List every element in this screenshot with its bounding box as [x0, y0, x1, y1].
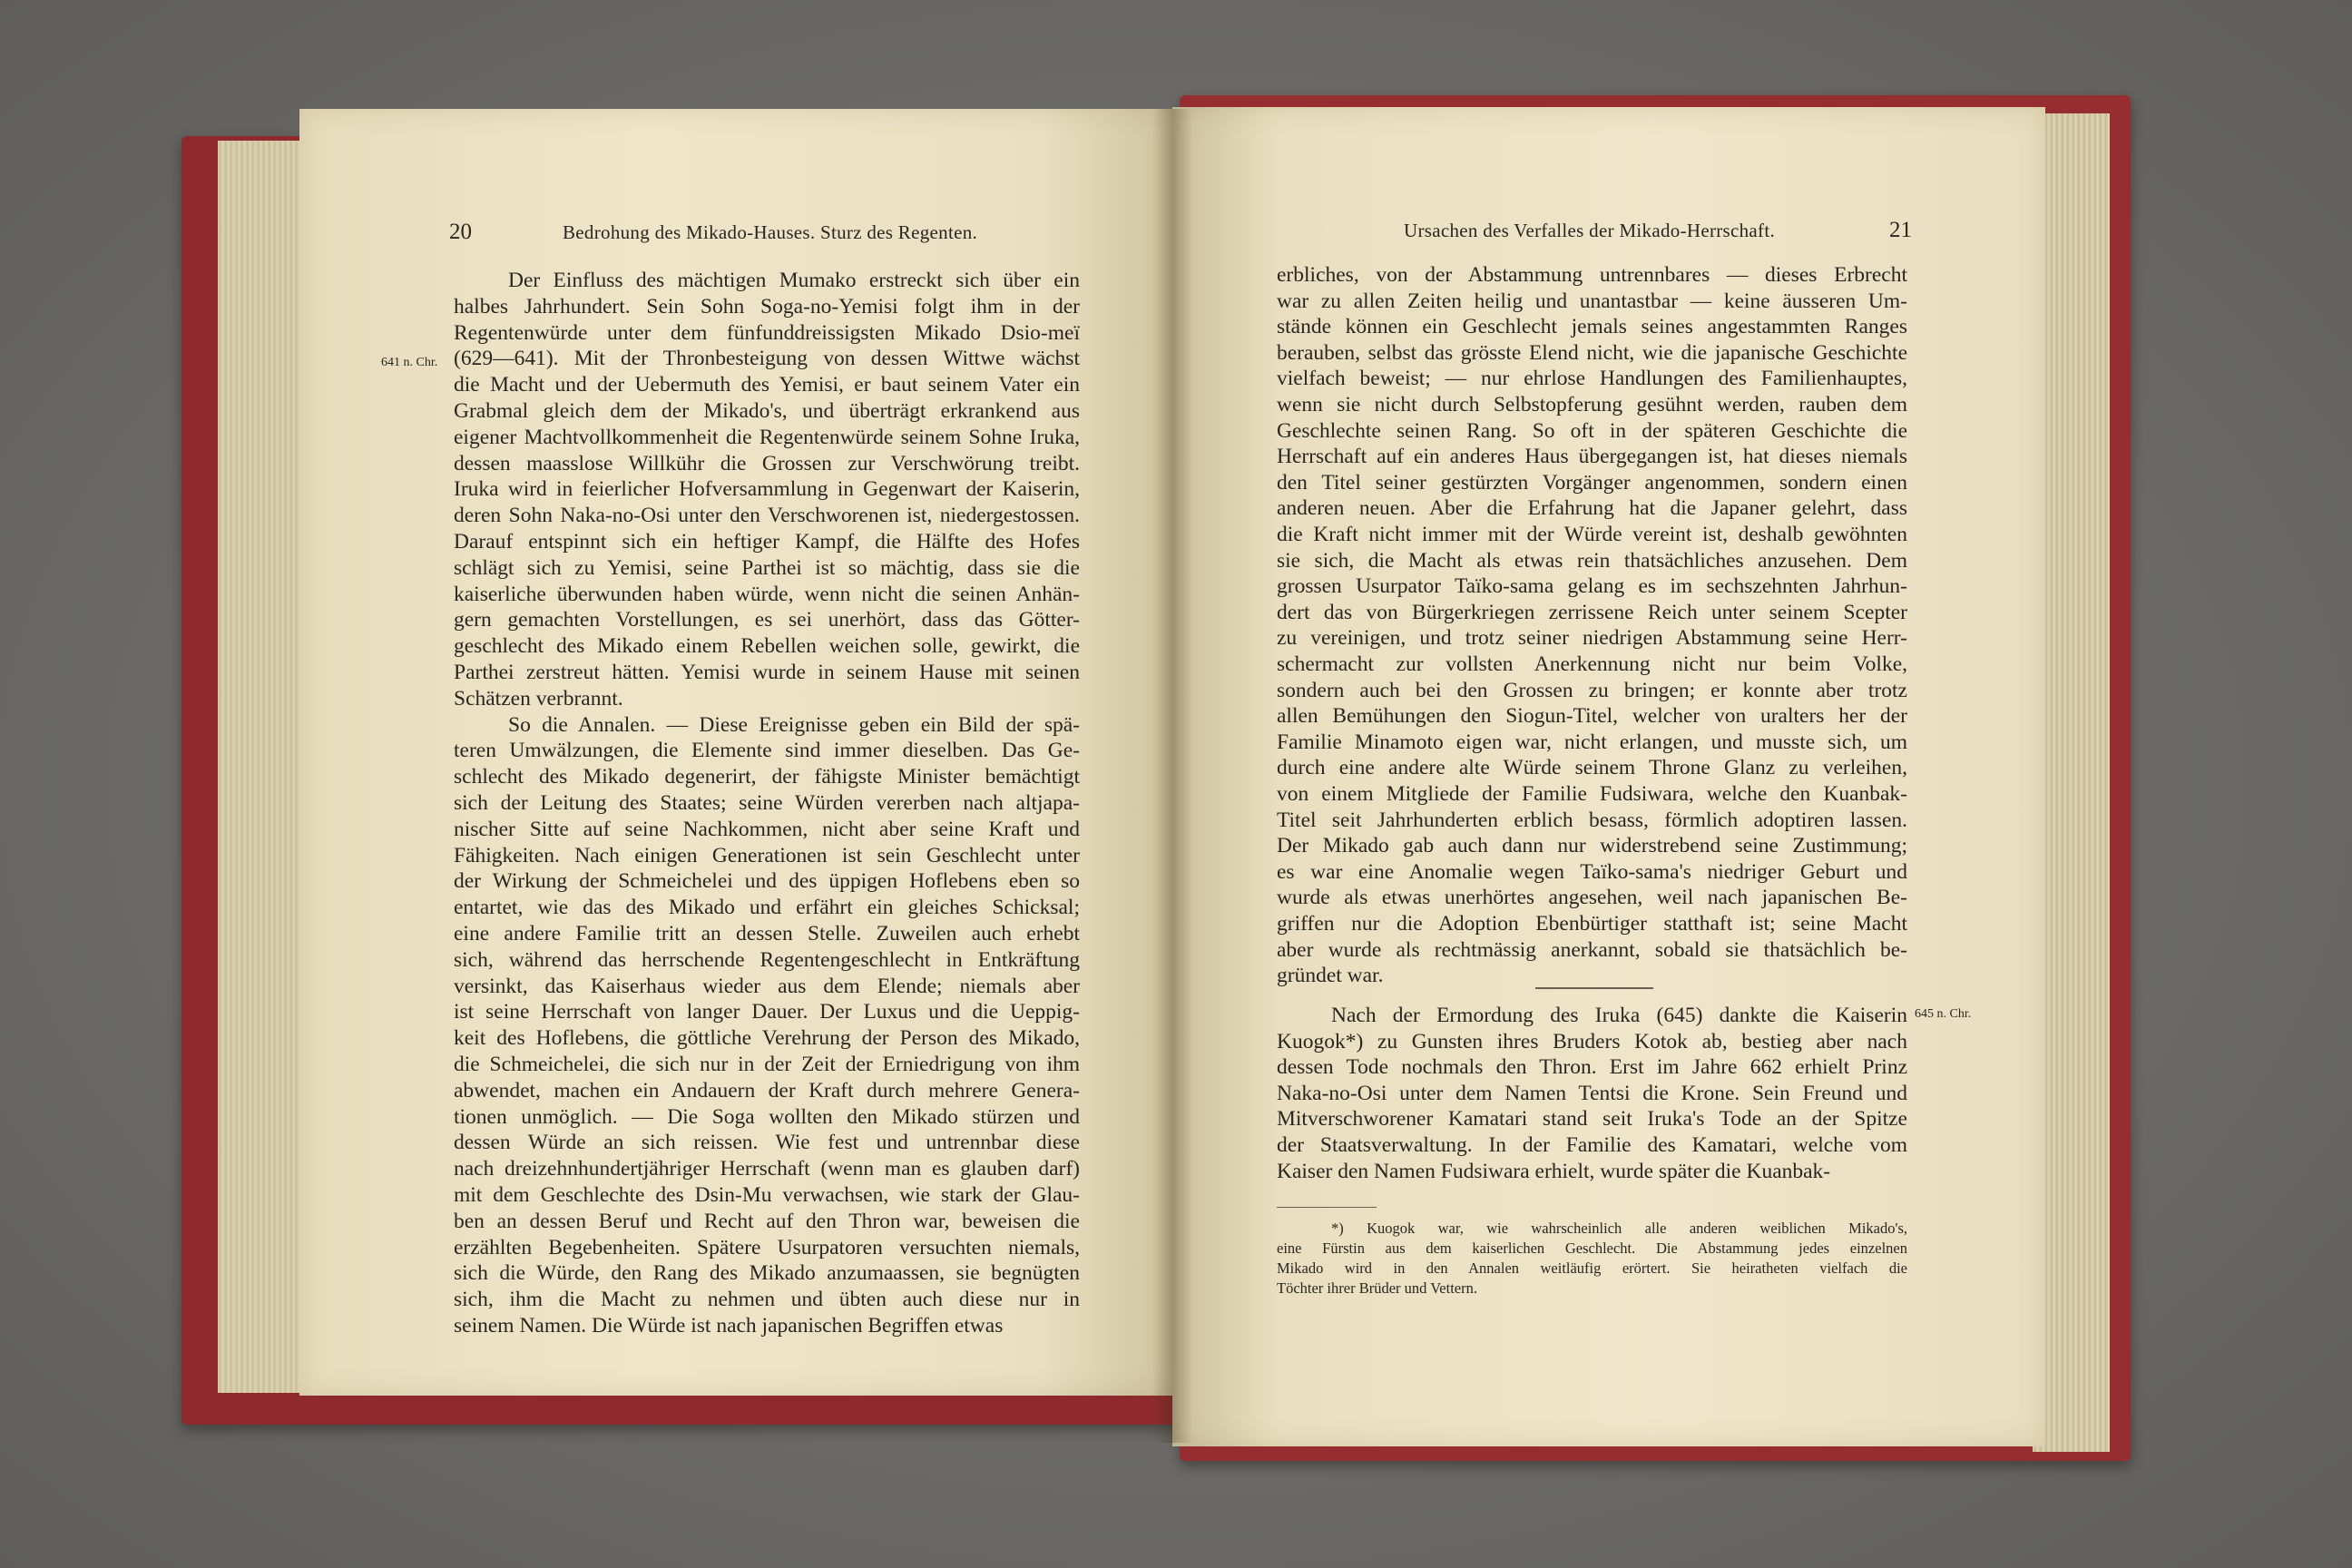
- text-line: zu vereinigen, und trotz seiner niedrigen Abstammung seine Herr-: [1277, 626, 1907, 651]
- text-line: dert das von Bürgerkriegen zerrissene Reich unter seinem Scepter: [1277, 600, 1907, 624]
- margin-note: 645 n. Chr.: [1915, 1007, 1972, 1021]
- section-divider: [1535, 987, 1653, 989]
- text-line: den Titel seiner gestürzten Vorgänger angenommen, sondern einen: [1277, 470, 1907, 495]
- text-line: vielfach beweist; — nur ehrlose Handlungen des Familienhauptes,: [1277, 367, 1907, 391]
- text-line: nischer Sitte auf seine Nachkommen, nicht aber seine Kraft und: [454, 817, 1080, 841]
- text-line: (629—641). Mit der Thronbesteigung von dessen Wittwe wächst: [454, 347, 1080, 371]
- text-line: erbliches, von der Abstammung untrennbares — dieses Erbrecht: [1277, 263, 1907, 287]
- text-line: abwendet, machen ein Andauern der Kraft durch mehrere Genera-: [454, 1078, 1080, 1102]
- text-line: gern gemachten Vorstellungen, es sei unerhört, dass das Götter-: [454, 608, 1080, 632]
- text-line: teren Umwälzungen, die Elemente sind immer dieselben. Das Ge-: [454, 739, 1080, 763]
- text-line: stände können ein Geschlecht jemals seines angestammten Ranges: [1277, 315, 1907, 339]
- footnote-line: Mikado wird in den Annalen weitläufig erörtert. Sie heiratheten vielfach die: [1277, 1259, 1907, 1277]
- text-line: Der Einfluss des mächtigen Mumako erstreckt sich über ein: [508, 269, 1080, 292]
- text-line: Kaiser den Namen Fudsiwara erhielt, wurde später die Kuanbak-: [1277, 1159, 1831, 1183]
- text-line: Titel seit Jahrhunderten erblich besass, förmlich adoptiren lassen.: [1277, 808, 1907, 832]
- text-line: Regentenwürde unter dem fünfunddreissigsten Mikado Dsio-meï: [454, 320, 1080, 345]
- text-line: Darauf entspinnt sich ein heftiger Kampf, die Hälfte des Hofes: [454, 530, 1080, 554]
- footnote-line: Töchter ihrer Brüder und Vettern.: [1277, 1279, 1477, 1297]
- text-line: Der Mikado gab auch dann nur widerstrebend seine Zustimmung;: [1277, 834, 1907, 858]
- text-line: die Kraft nicht immer mit der Würde vereint ist, deshalb gewöhnten: [1277, 523, 1907, 546]
- text-line: Iruka wird in feierlicher Hofversammlung in Gegenwart der Kaiserin,: [454, 477, 1080, 502]
- running-head: Bedrohung des Mikado-Hauses. Sturz des Regenten.: [563, 221, 978, 243]
- text-line: Kuogok*) zu Gunsten ihres Bruders Kotok ab, bestieg aber nach: [1277, 1029, 1907, 1054]
- text-line: dessen Tode nochmals den Thron. Erst im Jahre 662 erhielt Prinz: [1277, 1055, 1907, 1080]
- text-line: der Staatsverwaltung. In der Familie des Kamatari, welche vom: [1277, 1133, 1907, 1157]
- text-line: eine andere Familie tritt an dessen Stelle. Zuweilen auch erhebt: [454, 922, 1080, 946]
- text-line: sich die Würde, den Rang des Mikado anzumaassen, sie begnügten: [454, 1261, 1080, 1286]
- text-line: es war eine Anomalie wegen Taïko-sama's niedriger Geburt und: [1277, 859, 1907, 884]
- text-line: Herrschaft auf ein anderes Haus übergegangen ist, hat dieses niemals: [1277, 445, 1907, 469]
- text-line: dessen Würde an sich reissen. Wie fest und untrennbar diese: [454, 1131, 1080, 1155]
- text-line: von einem Mitgliede der Familie Fudsiwara, welche den Kuanbak-: [1277, 782, 1907, 806]
- text-line: griffen nur die Adoption Ebenbürtiger statthaft ist; seine Macht: [1277, 912, 1907, 936]
- text-line: Familie Minamoto eigen war, nicht erlangen, und musste sich, um: [1277, 730, 1907, 754]
- running-head: Ursachen des Verfalles der Mikado-Herrschaft.: [1404, 220, 1776, 241]
- text-line: sich, ihm die Macht zu nehmen und übten auch diese nur in: [454, 1288, 1080, 1312]
- text-line: schlägt sich zu Yemisi, seine Parthei ist so mächtig, dass sie die: [454, 555, 1080, 580]
- page-number: 21: [1889, 218, 1912, 242]
- text-line: aber wurde als rechtmässig anerkannt, sobald sie thatsächlich be-: [1277, 937, 1907, 962]
- text-line: kaiserliche überwunden haben würde, wenn nicht die seinen Anhän-: [454, 582, 1080, 606]
- body-text: [454, 269, 1080, 1340]
- text-line: deren Sohn Naka-no-Osi unter den Verschworenen ist, niedergestossen.: [454, 504, 1080, 528]
- text-line: erzählten Begebenheiten. Spätere Usurpatoren versuchten niemals,: [454, 1235, 1080, 1259]
- text-line: eigener Machtvollkommenheit die Regentenwürde seinem Sohne Iruka,: [454, 425, 1080, 449]
- footnote-line: eine Fürstin aus dem kaiserlichen Geschlecht. Die Abstammung jedes einzelnen: [1277, 1240, 1907, 1257]
- footnote-rule: [1277, 1207, 1377, 1208]
- margin-note: 641 n. Chr.: [381, 356, 438, 369]
- text-line: nach dreizehnhundertjähriger Herrschaft (wenn man es glauben darf): [454, 1157, 1080, 1181]
- footnote-line: *) Kuogok war, wie wahrscheinlich alle anderen weiblichen Mikado's,: [1331, 1220, 1907, 1237]
- body-text: [1277, 263, 1907, 990]
- text-line: schlecht des Mikado degenerirt, der fähigste Minister bemächtigt: [454, 765, 1080, 789]
- text-line: berauben, selbst das grösste Elend nicht, wie die japanische Geschichte: [1277, 340, 1907, 365]
- text-line: schermacht zur vollsten Anerkennung nicht nur beim Volke,: [1277, 652, 1907, 676]
- text-line: dessen maasslose Willkühr die Grossen zur Verschwörung treibt.: [454, 451, 1080, 475]
- right-page: [1172, 107, 2045, 1446]
- text-line: sich der Leitung des Staates; seine Würden vererben nach altjapa-: [454, 791, 1080, 815]
- text-line: durch eine andere alte Würde seinem Throne Glanz zu verleihen,: [1277, 756, 1907, 780]
- text-line: halbes Jahrhundert. Sein Sohn Soga-no-Yemisi folgt ihm in der: [454, 294, 1080, 318]
- text-line: mit dem Geschlechte des Dsin-Mu verwachsen, wie stark der Glau-: [454, 1183, 1080, 1207]
- text-line: Mitverschworener Kamatari stand seit Iruka's Tode an der Spitze: [1277, 1107, 1907, 1132]
- text-line: sondern auch bei den Grossen zu bringen; er konnte aber trotz: [1277, 678, 1907, 702]
- text-line: tionen unmöglich. — Die Soga wollten den Mikado stürzen und: [454, 1104, 1080, 1129]
- text-line: sich, während das herrschende Regentengeschlecht in Entkräftung: [454, 947, 1080, 972]
- text-line: Geschlechte seinen Rang. So oft in der späteren Geschichte die: [1277, 418, 1907, 443]
- text-line: grossen Usurpator Taïko-sama gelang es im sechszehnten Jahrhun-: [1277, 574, 1907, 599]
- page-number: 20: [449, 220, 472, 244]
- text-line: Parthei zerstreut hätten. Yemisi wurde in seinem Hause mit seinen: [454, 661, 1080, 684]
- text-line: seinem Namen. Die Würde ist nach japanischen Begriffen etwas: [454, 1314, 1004, 1338]
- text-line: sie sich, die Macht als etwas rein thatsächliches anzusehen. Dem: [1277, 548, 1907, 573]
- text-line: Schätzen verbrannt.: [454, 686, 623, 710]
- text-line: keit des Hoflebens, die göttliche Verehrung der Person des Mikado,: [454, 1026, 1080, 1051]
- text-line: die Macht und der Uebermuth des Yemisi, er baut seinem Vater ein: [454, 373, 1080, 397]
- text-line: versinkt, das Kaiserhaus wieder aus dem Elende; niemals aber: [454, 974, 1080, 998]
- text-line: entartet, wie das des Mikado und erfährt ein gleiches Schicksal;: [454, 896, 1080, 920]
- text-line: Fähigkeiten. Nach einigen Generationen ist sein Geschlecht unter: [454, 843, 1080, 867]
- text-line: gründet war.: [1277, 964, 1384, 988]
- book-gutter: [1152, 109, 1192, 1443]
- text-line: Nach der Ermordung des Iruka (645) dankte die Kaiserin: [1331, 1004, 1907, 1027]
- text-line: allen Bemühungen den Siogun-Titel, welcher von uralters her der: [1277, 704, 1907, 729]
- text-line: wenn sie nicht durch Selbstopferung gesühnt werden, rauben dem: [1277, 393, 1907, 416]
- left-page: [299, 109, 1172, 1396]
- text-line: geschlecht des Mikado einem Rebellen weichen solle, gewirkt, die: [454, 634, 1080, 659]
- text-line: war zu allen Zeiten heilig und unantastbar — keine äusseren Um-: [1277, 289, 1907, 313]
- text-line: der Wirkung der Schmeichelei und des üppigen Hoflebens eben so: [454, 869, 1080, 894]
- body-text-paragraph: [1277, 1004, 1907, 1185]
- text-line: Grabmal gleich dem der Mikado's, und überträgt erkrankend aus: [454, 399, 1080, 423]
- text-line: die Schmeichelei, die sich nur in der Zeit der Erniedrigung von ihm: [454, 1053, 1080, 1076]
- text-line: wurde als etwas unerhörtes angesehen, weil nach japanischen Be-: [1277, 886, 1907, 910]
- footnote: [1277, 1220, 1907, 1299]
- text-line: anderen neuen. Aber die Erfahrung hat die Japaner gelehrt, dass: [1277, 496, 1907, 521]
- text-line: So die Annalen. — Diese Ereignisse geben ein Bild der spä-: [508, 712, 1080, 737]
- text-line: ben an dessen Beruf und Recht auf den Thron war, beweisen die: [454, 1209, 1080, 1233]
- text-line: Naka-no-Osi unter dem Namen Tentsi die Krone. Sein Freund und: [1277, 1081, 1907, 1105]
- text-line: ist seine Herrschaft von langer Dauer. Der Luxus und die Ueppig-: [454, 1000, 1080, 1024]
